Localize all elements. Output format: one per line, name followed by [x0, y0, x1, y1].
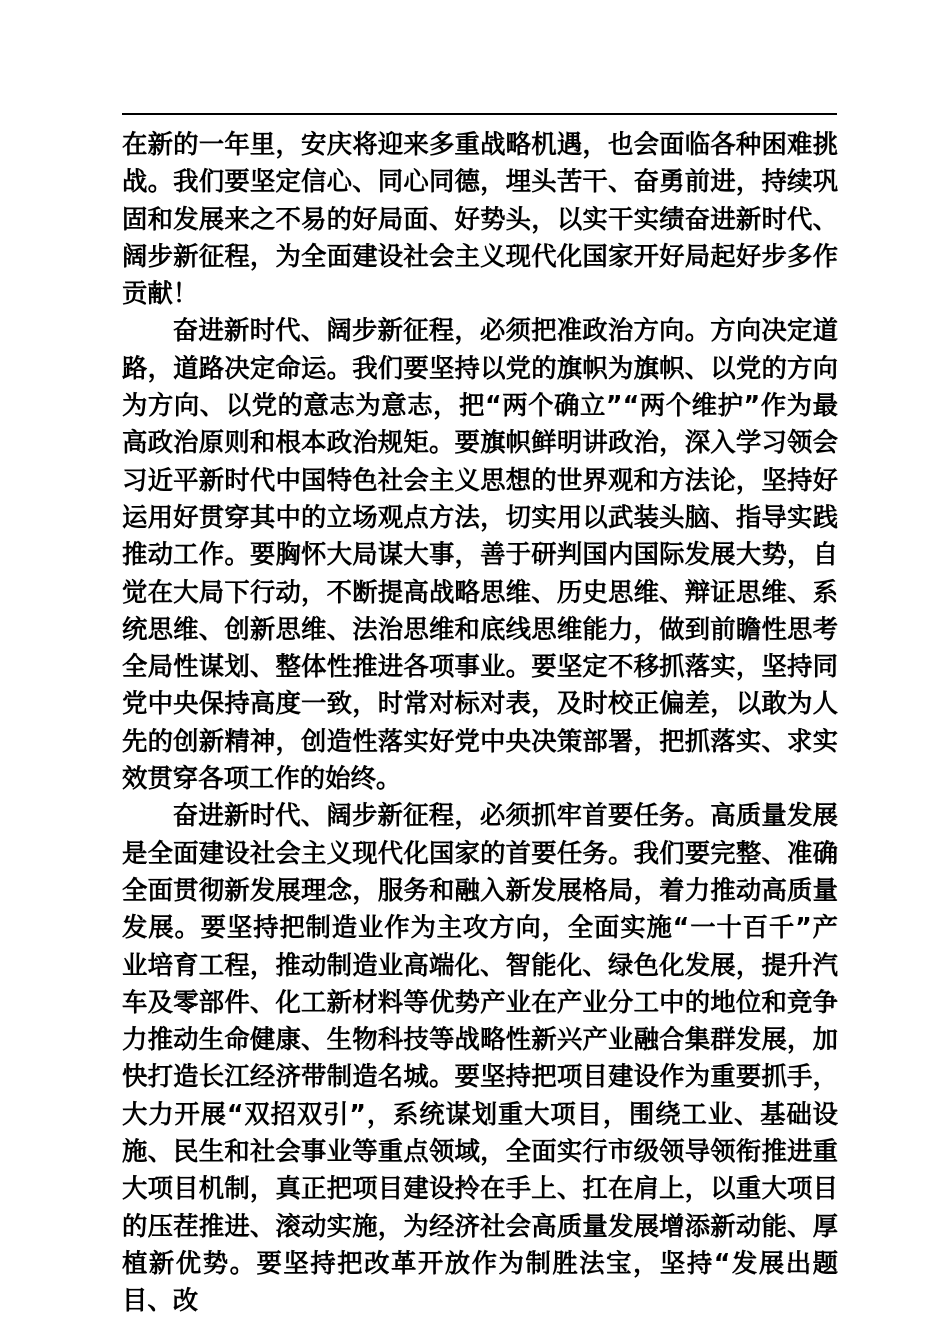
header-rule [122, 113, 837, 115]
paragraph-3: 奋进新时代、阔步新征程，必须抓牢首要任务。高质量发展是全面建设社会主义现代化国家的首要任务。我们要完整、准确全面贯彻新发展理念，服务和融入新发展格局，着力推动高质量发展。要坚持把制造业作为主攻方向，全面实施“一十百千”产业培育工程，推动制造业高端化、智能化、绿色化发展，提升汽车及零部件、化工新材料等优势产业在产业分工中的地位和竞争力推动生命健康、生物科技等战略性新兴产业融合集群发展，加快打造长江经济带制造名城。要坚持把项目建设作为重要抓手，大力开展“双招双引”，系统谋划重大项目，围绕工业、基础设施、民生和社会事业等重点领域，全面实行市级领导领衔推进重大项目机制，真正把项目建设拎在手上、扛在肩上，以重大项目的压茬推进、滚动实施，为经济社会高质量发展增添新动能、厚植新优势。要坚持把改革开放作为制胜法宝，坚持“发展出题目、改 [122, 800, 838, 1316]
paragraph-2: 奋进新时代、阔步新征程，必须把准政治方向。方向决定道路，道路决定命运。我们要坚持以党的旗帜为旗帜、以党的方向为方向、以党的意志为意志，把“两个确立”“两个维护”作为最高政治原则和根本政治规矩。要旗帜鲜明讲政治，深入学习领会习近平新时代中国特色社会主义思想的世界观和方法论，坚持好运用好贯穿其中的立场观点方法，切实用以武装头脑、指导实践推动工作。要胸怀大局谋大事，善于研判国内国际发展大势，自觉在大局下行动，不断提高战略思维、历史思维、辩证思维、系统思维、创新思维、法治思维和底线思维能力，做到前瞻性思考全局性谋划、整体性推进各项事业。要坚定不移抓落实，坚持同党中央保持高度一致，时常对标对表，及时校正偏差，以敢为人先的创新精神，创造性落实好党中央决策部署，把抓落实、求实效贯穿各项工作的始终。 [122, 315, 838, 794]
paragraph-1: 在新的一年里，安庆将迎来多重战略机遇，也会面临各种困难挑战。我们要坚定信心、同心同德，埋头苦干、奋勇前进，持续巩固和发展来之不易的好局面、好势头，以实干实绩奋进新时代、阔步新征程，为全面建设社会主义现代化国家开好局起好步多作贡献！ [122, 129, 838, 309]
document-body [122, 126, 838, 1320]
